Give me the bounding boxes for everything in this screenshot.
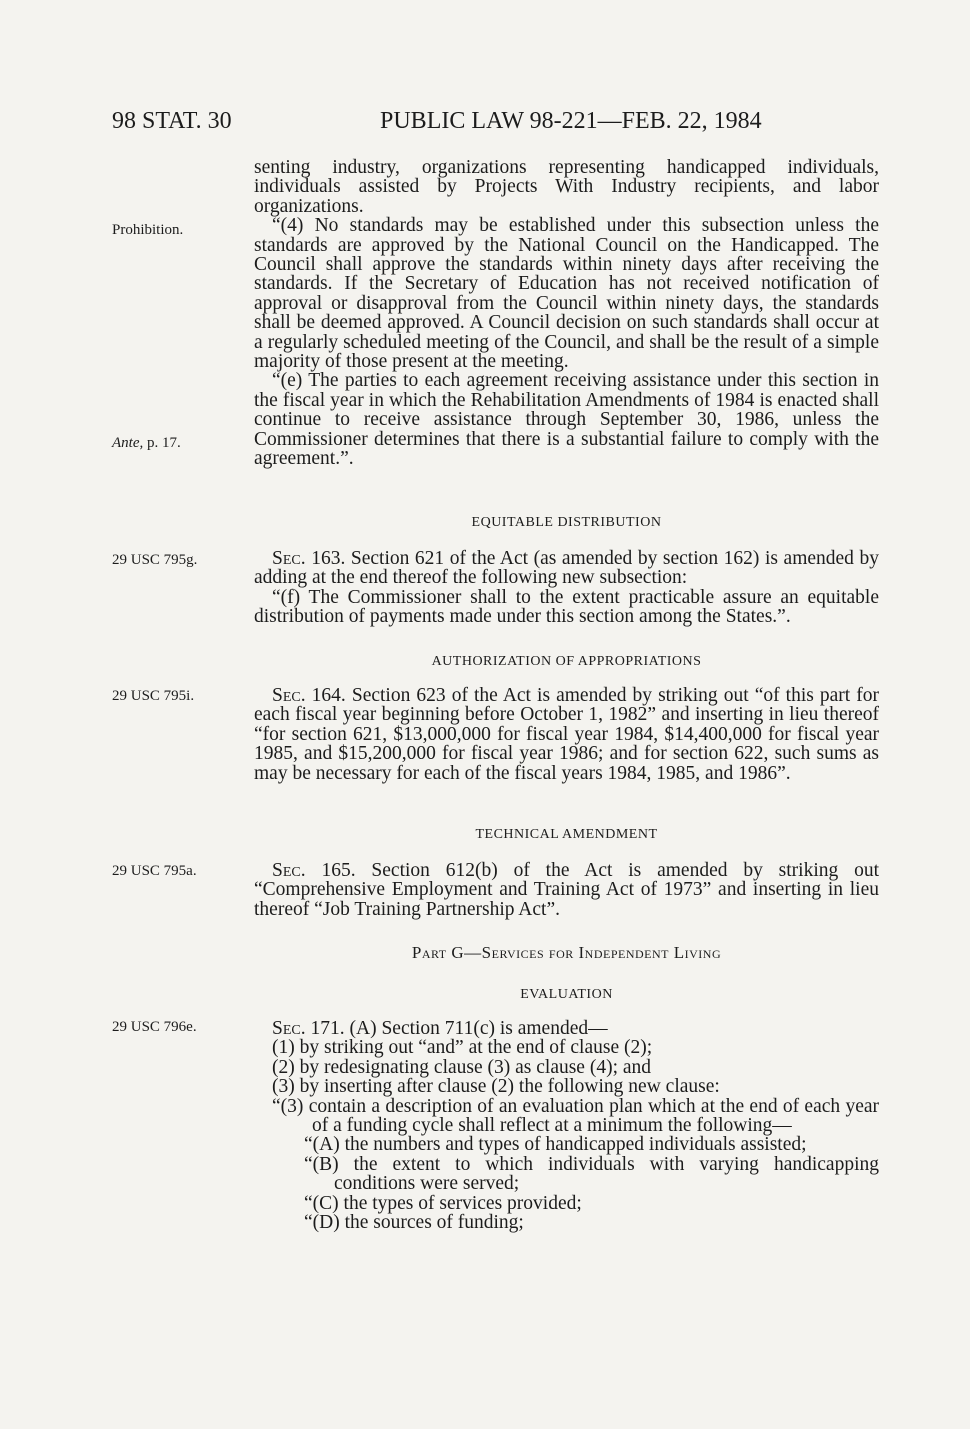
- margin-note-usc-795a: 29 USC 795a.: [112, 863, 197, 879]
- subsection-f: “(f) The Commissioner shall to the extent practicable assure an equitable distribution of payments made under this section among the States.”.: [254, 586, 879, 628]
- section-171-text: 171. (A) Section 711(c) is amended—: [305, 1018, 608, 1039]
- clause-2: (2) by redesignating clause (3) as clause (4); and: [272, 1056, 652, 1078]
- margin-note-ante: [112, 434, 181, 452]
- part-title: Services for Independent Living: [481, 943, 722, 962]
- margin-note-usc-796e: 29 USC 796e.: [112, 1019, 197, 1035]
- margin-note-prohibition: Prohibition.: [112, 222, 184, 238]
- public-law-title: PUBLIC LAW 98-221—FEB. 22, 1984: [380, 108, 762, 134]
- heading-equitable-distribution: EQUITABLE DISTRIBUTION: [471, 515, 662, 530]
- margin-note-usc-795i: 29 USC 795i.: [112, 688, 195, 704]
- margin-note-usc-795g: 29 USC 795g.: [112, 552, 198, 568]
- body-block-163: [254, 549, 879, 627]
- section-label: Sec.: [272, 1018, 306, 1039]
- paragraph-4: “(4) No standards may be established under this subsection unless the standards are approved by the National Council on the Handicapped. The Council shall approve the standards within ninety days after receiving the standards. If the Secretary of Education has not received notification of approval or disapproval from the Council within ninety days, the standards shall be deemed approved. A Council decision on such standards shall occur at a regularly scheduled meeting of the Council, and shall be the result of a simple majority of those present at the meeting.: [254, 215, 879, 373]
- stat-page-number: 98 STAT. 30: [112, 108, 232, 134]
- margin-note-ante-italic: Ante,: [112, 435, 144, 451]
- margin-note-ante-page: p. 17.: [143, 435, 181, 451]
- part-label: Part G: [411, 943, 465, 962]
- body-block-1: [254, 158, 879, 469]
- paragraph-e: “(e) The parties to each agreement receiving assistance under this section in the fiscal year in which the Rehabilitation Amendments of 1984 is enacted shall continue to receive assistance through September 30, 1986, unless the Commissioner determines that there is a substantial failure to comply with the agreement.”.: [254, 370, 879, 470]
- section-165-text: 165. Section 612(b) of the Act is amended by striking out “Comprehensive Employment and Training Act of 1973” and inserting in lieu thereof “Job Training Partnership Act”.: [254, 860, 879, 920]
- section-label: Sec.: [272, 685, 306, 706]
- heading-evaluation: EVALUATION: [520, 987, 613, 1002]
- subclause-a: “(A) the numbers and types of handicapped individuals assisted;: [304, 1134, 807, 1156]
- section-164: [254, 686, 879, 783]
- section-label: Sec.: [272, 548, 306, 569]
- subclause-c: “(C) the types of services provided;: [304, 1192, 582, 1214]
- section-171: [254, 1019, 879, 1038]
- section-164-text: 164. Section 623 of the Act is amended by striking out “of this part for each fiscal year beginning before October 1, 1982” and inserting in lieu thereof “for section 621, $13,000,000 for fiscal year 1984, $14,400,000 for fiscal year 1985, and $15,200,000 for fiscal year 1986; and for section 622, such sums as may be necessary for each of the fiscal years 1984, 1985, and 1986”.: [254, 685, 879, 784]
- page-header: [112, 108, 872, 142]
- body-block-164: [254, 686, 879, 783]
- subclause-b: “(B) the extent to which individuals with varying handicapping conditions were served;: [304, 1153, 879, 1195]
- section-163-text: 163. Section 621 of the Act (as amended by section 162) is amended by adding at the end thereof the following new subsection:: [254, 548, 879, 589]
- continuation-paragraph: senting industry, organizations representing handicapped individuals, individuals assisted by Projects With Industry recipients, and labor organizations.: [254, 157, 879, 217]
- new-clause-3: “(3) contain a description of an evaluation plan which at the end of each year of a funding cycle shall reflect at a minimum the following—: [272, 1095, 879, 1137]
- clause-3: (3) by inserting after clause (2) the following new clause:: [272, 1076, 720, 1098]
- subclause-d: “(D) the sources of funding;: [304, 1212, 524, 1234]
- section-165: [254, 861, 879, 919]
- section-label: Sec.: [272, 860, 306, 881]
- part-dash: —: [464, 943, 482, 962]
- section-163: [254, 549, 879, 588]
- heading-authorization: AUTHORIZATION OF APPROPRIATIONS: [431, 654, 702, 669]
- body-block-171: [254, 1019, 879, 1232]
- part-g-heading: [254, 943, 879, 963]
- clause-1: (1) by striking out “and” at the end of clause (2);: [272, 1037, 653, 1059]
- heading-technical-amendment: TECHNICAL AMENDMENT: [475, 827, 658, 842]
- body-block-165: [254, 861, 879, 919]
